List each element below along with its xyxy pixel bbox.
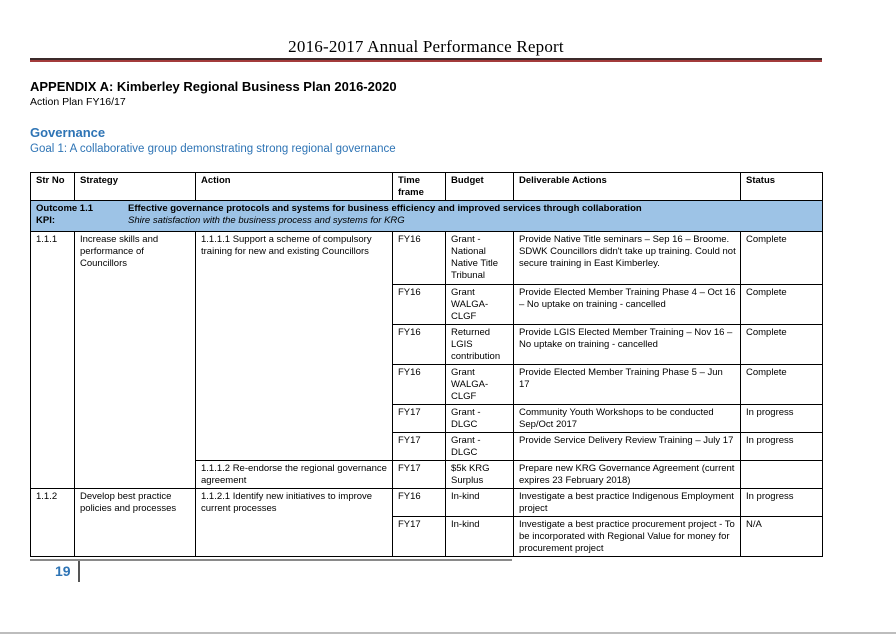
strategy-cell: Develop best practice policies and processes xyxy=(75,489,196,557)
header-rule-accent xyxy=(30,60,822,62)
header-time-frame: Time frame xyxy=(393,173,446,201)
str-no-cell: 1.1.2 xyxy=(31,489,75,557)
budget-cell: Grant - DLGC xyxy=(446,433,514,461)
time-cell: FY17 xyxy=(393,517,446,557)
time-cell: FY16 xyxy=(393,489,446,517)
footer-rule xyxy=(30,559,512,561)
action-cell: 1.1.1.1 Support a scheme of compulsory training for new and existing Councillors xyxy=(196,232,393,461)
outcome-line xyxy=(36,203,817,215)
deliverable-cell: Provide Service Delivery Review Training – July 17 xyxy=(514,433,741,461)
kpi-label: KPI: xyxy=(36,215,55,226)
budget-cell: Grant WALGA-CLGF xyxy=(446,365,514,405)
action-plan-table xyxy=(30,172,823,557)
report-title: 2016-2017 Annual Performance Report xyxy=(288,37,564,56)
outcome-text: Effective governance protocols and systems for business efficiency and improved services through collaboration xyxy=(128,203,642,214)
deliverable-cell: Provide Elected Member Training Phase 4 – Oct 16 – No uptake on training - cancelled xyxy=(514,285,741,325)
section-heading: Governance xyxy=(30,125,106,140)
status-cell: Complete xyxy=(741,232,823,285)
time-cell: FY16 xyxy=(393,232,446,285)
deliverable-cell: Provide Native Title seminars – Sep 16 – Broome. SDWK Councillors didn't take up training. Could not secure training in East Kimberley. xyxy=(514,232,741,285)
action-cell: 1.1.2.1 Identify new initiatives to improve current processes xyxy=(196,489,393,557)
budget-cell: In-kind xyxy=(446,489,514,517)
time-cell: FY16 xyxy=(393,285,446,325)
deliverable-cell: Prepare new KRG Governance Agreement (current expires 23 February 2018) xyxy=(514,461,741,489)
strategy-cell: Increase skills and performance of Councillors xyxy=(75,232,196,489)
budget-cell: In-kind xyxy=(446,517,514,557)
budget-cell: Grant - DLGC xyxy=(446,405,514,433)
time-cell: FY17 xyxy=(393,461,446,489)
action-cell: 1.1.1.2 Re-endorse the regional governance agreement xyxy=(196,461,393,489)
header-budget: Budget xyxy=(446,173,514,201)
status-cell xyxy=(741,461,823,489)
status-cell: In progress xyxy=(741,405,823,433)
page-number-divider xyxy=(78,561,80,582)
appendix-subtitle: Action Plan FY16/17 xyxy=(30,96,126,108)
table-header-row xyxy=(31,173,823,201)
appendix-title: APPENDIX A: Kimberley Regional Business Plan 2016-2020 xyxy=(30,79,397,94)
table-row xyxy=(31,489,823,517)
budget-cell: $5k KRG Surplus xyxy=(446,461,514,489)
deliverable-cell: Provide LGIS Elected Member Training – Nov 16 – No uptake on training - cancelled xyxy=(514,325,741,365)
outcome-label: Outcome 1.1 xyxy=(36,203,94,214)
status-cell: In progress xyxy=(741,489,823,517)
deliverable-cell: Investigate a best practice Indigenous Employment project xyxy=(514,489,741,517)
status-cell: Complete xyxy=(741,365,823,405)
goal-text: Goal 1: A collaborative group demonstrating strong regional governance xyxy=(30,143,396,155)
header-deliverable: Deliverable Actions xyxy=(514,173,741,201)
table-row xyxy=(31,232,823,285)
time-cell: FY17 xyxy=(393,433,446,461)
header-status: Status xyxy=(741,173,823,201)
str-no-cell: 1.1.1 xyxy=(31,232,75,489)
deliverable-cell: Investigate a best practice procurement project - To be incorporated with Regional Value for money for procurement project xyxy=(514,517,741,557)
status-cell: N/A xyxy=(741,517,823,557)
budget-cell: Grant - National Native Title Tribunal xyxy=(446,232,514,285)
kpi-line xyxy=(36,215,817,227)
status-cell: Complete xyxy=(741,325,823,365)
status-cell: Complete xyxy=(741,285,823,325)
outcome-cell xyxy=(31,201,823,232)
outcome-row xyxy=(31,201,823,232)
kpi-text: Shire satisfaction with the business process and systems for KRG xyxy=(128,215,405,226)
status-cell: In progress xyxy=(741,433,823,461)
header-action: Action xyxy=(196,173,393,201)
time-cell: FY17 xyxy=(393,405,446,433)
time-cell: FY16 xyxy=(393,325,446,365)
header-strategy: Strategy xyxy=(75,173,196,201)
budget-cell: Grant WALGA-CLGF xyxy=(446,285,514,325)
deliverable-cell: Community Youth Workshops to be conducted Sep/Oct 2017 xyxy=(514,405,741,433)
header-str-no: Str No xyxy=(31,173,75,201)
deliverable-cell: Provide Elected Member Training Phase 5 – Jun 17 xyxy=(514,365,741,405)
time-cell: FY16 xyxy=(393,365,446,405)
page-number: 19 xyxy=(55,563,71,579)
budget-cell: Returned LGIS contribution xyxy=(446,325,514,365)
